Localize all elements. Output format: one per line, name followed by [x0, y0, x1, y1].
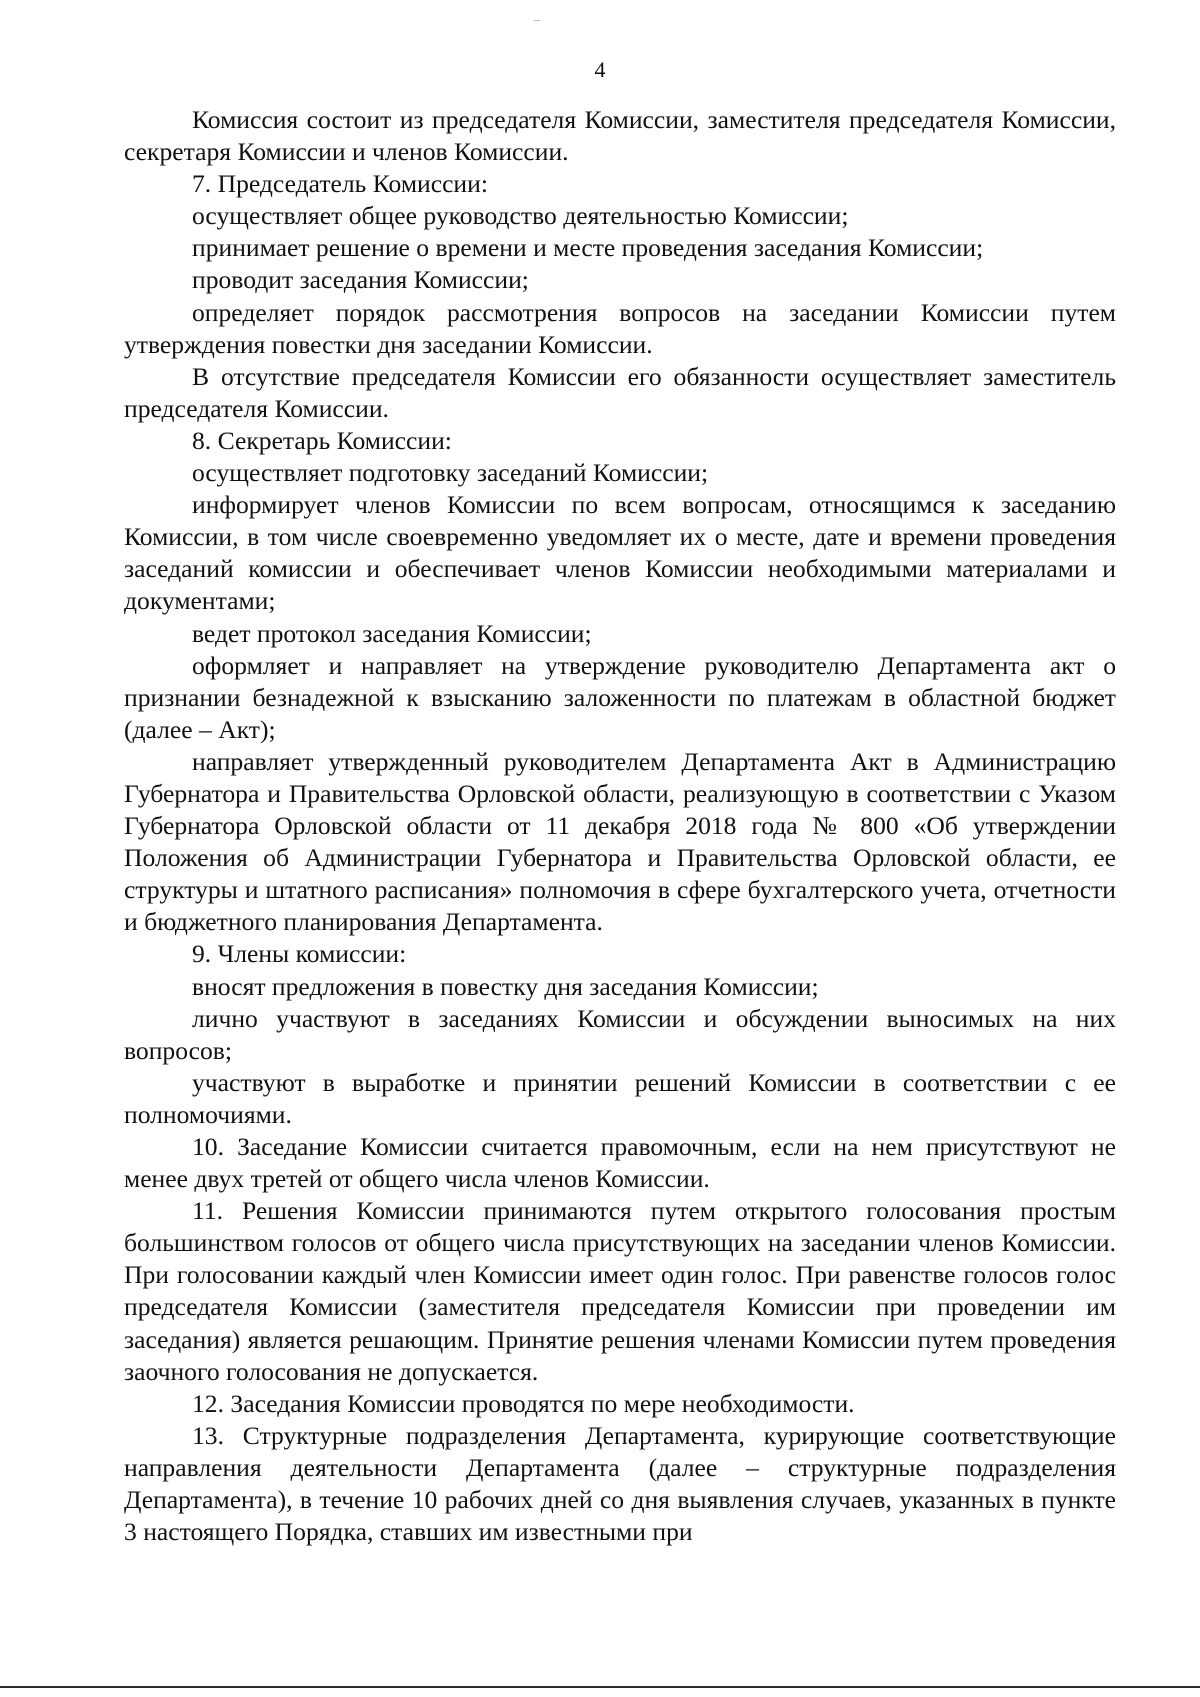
paragraph-chairman-duty-3: проводит заседания Комиссии; — [192, 265, 529, 295]
paragraph-secretary-duty-4: оформляет и направляет на утверждение руководителю Департамента акт о признании безнадежной к взысканию заложенности по платежам в областной бюджет (далее – Акт); — [124, 650, 1116, 744]
paragraph-member-duty-3: участвуют в выработке и принятии решений Комиссии в соответствии с ее полномочиями. — [124, 1067, 1116, 1129]
paragraph-secretary-duty-3: ведет протокол заседания Комиссии; — [192, 618, 592, 648]
paragraph-item-9-heading: 9. Члены комиссии: — [192, 939, 407, 969]
paragraph-item-7-heading: 7. Председатель Комиссии: — [192, 169, 488, 199]
paragraph-item-11: 11. Решения Комиссии принимаются путем открытого голосования простым большинством голосов от общего числа присутствующих на заседании членов Комиссии. При голосовании каждый член Комиссии имеет один голос. При равенстве голосов голос председателя Комиссии (заместителя председателя Комиссии при проведении им заседания) является решающим. Принятие решения членами Комиссии путем проведения заочного голосования не допускается. — [124, 1196, 1116, 1386]
document-body — [124, 104, 1116, 1548]
paragraph-item-12: 12. Заседания Комиссии проводятся по мере необходимости. — [192, 1388, 855, 1418]
paragraph-commission-composition: Комиссия состоит из председателя Комиссии, заместителя председателя Комиссии, секретаря Комиссии и членов Комиссии. — [124, 105, 1116, 167]
scan-mark — [534, 20, 540, 21]
paragraph-member-duty-1: вносят предложения в повестку дня заседания Комиссии; — [192, 971, 819, 1001]
paragraph-item-13: 13. Структурные подразделения Департамента, курирующие соответствующие направления деятельности Департамента (далее – структурные подразделения Департамента), в течение 10 рабочих дней со дня выявления случаев, указанных в пункте 3 настоящего Порядка, ставших им известными при — [124, 1420, 1116, 1547]
paragraph-chairman-absence: В отсутствие председателя Комиссии его обязанности осуществляет заместитель председателя Комиссии. — [124, 361, 1116, 423]
paragraph-member-duty-2: лично участвуют в заседаниях Комиссии и обсуждении выносимых на них вопросов; — [124, 1003, 1116, 1065]
paragraph-chairman-duty-2: принимает решение о времени и месте проведения заседания Комиссии; — [192, 233, 984, 263]
paragraph-item-10: 10. Заседание Комиссии считается правомочным, если на нем присутствуют не менее двух третей от общего числа членов Комиссии. — [124, 1132, 1116, 1194]
paragraph-secretary-duty-1: осуществляет подготовку заседаний Комиссии; — [192, 458, 709, 488]
paragraph-chairman-duty-1: осуществляет общее руководство деятельностью Комиссии; — [192, 201, 849, 231]
paragraph-secretary-duty-5: направляет утвержденный руководителем Департамента Акт в Администрацию Губернатора и Правительства Орловской области, реализующую в соответствии с Указом Губернатора Орловской области от 11 декабря 2018 года № 800 «Об утверждении Положения об Администрации Губернатора и Правительства Орловской области, ее структуры и штатного расписания» полномочия в сфере бухгалтерского учета, отчетности и бюджетного планирования Департамента. — [124, 746, 1116, 937]
scan-bottom-edge — [0, 1686, 1200, 1688]
paragraph-chairman-duty-4: определяет порядок рассмотрения вопросов на заседании Комиссии путем утверждения повестки дня заседании Комиссии. — [124, 297, 1116, 359]
paragraph-secretary-duty-2: информирует членов Комиссии по всем вопросам, относящимся к заседанию Комиссии, в том числе своевременно уведомляет их о месте, дате и времени проведения заседаний комиссии и обеспечивает членов Комиссии необходимыми материалами и документами; — [124, 490, 1116, 616]
page-number: 4 — [594, 57, 606, 82]
paragraph-item-8-heading: 8. Секретарь Комиссии: — [192, 425, 452, 455]
